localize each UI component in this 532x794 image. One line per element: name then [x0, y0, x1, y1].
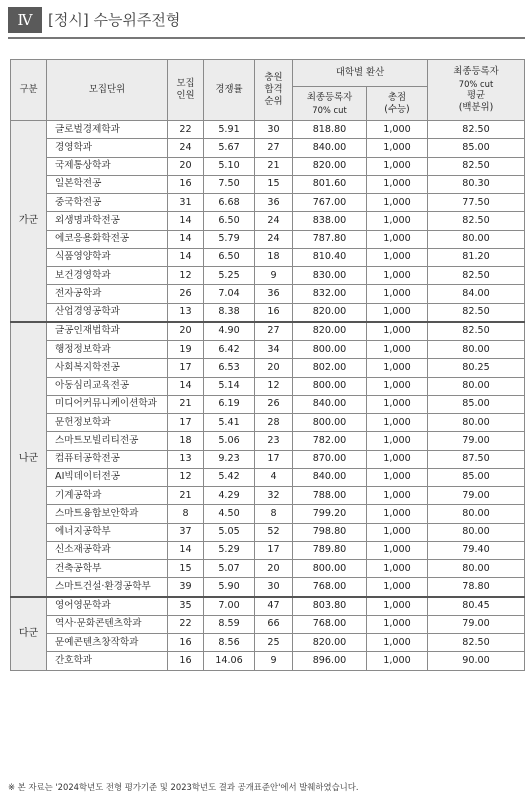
table-row — [11, 322, 525, 341]
col-univ-group: 대학별 환산 — [293, 60, 428, 87]
cell-unit: 글로벌경제학과 — [47, 121, 168, 139]
cell-ratio: 8.59 — [204, 615, 255, 633]
cell-rank: 4 — [255, 468, 293, 486]
cell-rank: 36 — [255, 285, 293, 303]
cell-pct: 79.00 — [428, 615, 525, 633]
cell-total: 1,000 — [367, 303, 428, 322]
cell-ratio: 5.67 — [204, 139, 255, 157]
cell-unit: 스마트모빌리티전공 — [47, 432, 168, 450]
cell-quota: 35 — [168, 597, 204, 616]
cell-pct: 82.50 — [428, 157, 525, 175]
cell-rank: 12 — [255, 377, 293, 395]
cell-total: 1,000 — [367, 139, 428, 157]
table-row — [11, 505, 525, 523]
col-final-cut-line2: 70% cut — [312, 104, 347, 115]
table-body — [11, 121, 525, 671]
cell-unit: 중국학전공 — [47, 194, 168, 212]
cell-cut: 799.20 — [293, 505, 367, 523]
cell-unit: 산업경영공학과 — [47, 303, 168, 322]
table-row — [11, 341, 525, 359]
cell-total: 1,000 — [367, 395, 428, 413]
cell-pct: 90.00 — [428, 652, 525, 670]
cell-unit: 스마트융합보안학과 — [47, 505, 168, 523]
cell-total: 1,000 — [367, 578, 428, 597]
cell-ratio: 5.25 — [204, 267, 255, 285]
cell-pct: 79.00 — [428, 432, 525, 450]
cell-rank: 24 — [255, 230, 293, 248]
cell-rank: 18 — [255, 248, 293, 266]
cell-unit: 일본학전공 — [47, 175, 168, 193]
cell-cut: 800.00 — [293, 377, 367, 395]
table-row — [11, 175, 525, 193]
section-number: Ⅳ — [8, 7, 42, 33]
cell-unit: 아동심리교육전공 — [47, 377, 168, 395]
cell-total: 1,000 — [367, 505, 428, 523]
cell-cut: 801.60 — [293, 175, 367, 193]
cell-total: 1,000 — [367, 377, 428, 395]
table-row — [11, 634, 525, 652]
table-row — [11, 450, 525, 468]
cell-total: 1,000 — [367, 652, 428, 670]
cell-pct: 80.00 — [428, 230, 525, 248]
cell-pct: 85.00 — [428, 395, 525, 413]
cell-pct: 80.00 — [428, 341, 525, 359]
col-rank-line2: 합격 — [264, 84, 283, 95]
cell-quota: 13 — [168, 303, 204, 322]
cell-rank: 66 — [255, 615, 293, 633]
cell-ratio: 4.29 — [204, 487, 255, 505]
col-percentile — [428, 60, 525, 121]
cell-quota: 12 — [168, 267, 204, 285]
cell-rank: 32 — [255, 487, 293, 505]
cell-total: 1,000 — [367, 212, 428, 230]
table-row — [11, 285, 525, 303]
col-rank — [255, 60, 293, 121]
col-quota — [168, 60, 204, 121]
cell-quota: 22 — [168, 615, 204, 633]
cell-unit: 식품영양학과 — [47, 248, 168, 266]
cell-unit: 문예콘텐츠창작학과 — [47, 634, 168, 652]
table-row — [11, 230, 525, 248]
cell-ratio: 5.91 — [204, 121, 255, 139]
cell-rank: 16 — [255, 303, 293, 322]
group-label: 다군 — [11, 597, 47, 671]
table-row — [11, 194, 525, 212]
cell-ratio: 5.41 — [204, 414, 255, 432]
cell-cut: 840.00 — [293, 395, 367, 413]
col-quota-line2: 인원 — [176, 90, 195, 101]
col-rank-line1: 충원 — [264, 72, 283, 83]
cell-total: 1,000 — [367, 414, 428, 432]
cell-cut: 838.00 — [293, 212, 367, 230]
cell-pct: 80.25 — [428, 359, 525, 377]
cell-cut: 870.00 — [293, 450, 367, 468]
cell-rank: 9 — [255, 267, 293, 285]
table-row — [11, 560, 525, 578]
cell-total: 1,000 — [367, 230, 428, 248]
table-row — [11, 652, 525, 670]
cell-quota: 22 — [168, 121, 204, 139]
cell-cut: 767.00 — [293, 194, 367, 212]
cell-rank: 20 — [255, 560, 293, 578]
cell-quota: 37 — [168, 523, 204, 541]
cell-cut: 820.00 — [293, 157, 367, 175]
table-row — [11, 157, 525, 175]
col-total — [367, 87, 428, 121]
cell-pct: 80.00 — [428, 377, 525, 395]
cell-pct: 81.20 — [428, 248, 525, 266]
cell-unit: 역사·문화콘텐츠학과 — [47, 615, 168, 633]
cell-rank: 47 — [255, 597, 293, 616]
cell-rank: 17 — [255, 450, 293, 468]
cell-pct: 87.50 — [428, 450, 525, 468]
cell-pct: 80.00 — [428, 414, 525, 432]
col-pct-line4: (백분위) — [458, 102, 494, 113]
section-title: [정시] 수능위주전형 — [48, 11, 181, 29]
cell-cut: 782.00 — [293, 432, 367, 450]
col-rank-line3: 순위 — [264, 96, 283, 107]
col-ratio: 경쟁률 — [204, 60, 255, 121]
cell-unit: 스마트건설·환경공학부 — [47, 578, 168, 597]
cell-cut: 768.00 — [293, 615, 367, 633]
cell-quota: 14 — [168, 230, 204, 248]
cell-ratio: 6.42 — [204, 341, 255, 359]
cell-unit: 국제통상학과 — [47, 157, 168, 175]
cell-rank: 28 — [255, 414, 293, 432]
cell-cut: 832.00 — [293, 285, 367, 303]
cell-ratio: 6.68 — [204, 194, 255, 212]
cell-unit: 미디어커뮤니케이션학과 — [47, 395, 168, 413]
table-row — [11, 487, 525, 505]
cell-cut: 830.00 — [293, 267, 367, 285]
cell-pct: 85.00 — [428, 468, 525, 486]
cell-quota: 14 — [168, 248, 204, 266]
col-pct-line1: 최종등록자 — [453, 66, 499, 77]
section-header — [8, 7, 525, 33]
cell-unit: 에너지공학부 — [47, 523, 168, 541]
cell-total: 1,000 — [367, 359, 428, 377]
cell-rank: 30 — [255, 578, 293, 597]
cell-cut: 820.00 — [293, 303, 367, 322]
cell-quota: 16 — [168, 175, 204, 193]
table-row — [11, 414, 525, 432]
cell-cut: 800.00 — [293, 341, 367, 359]
cell-unit: 전자공학과 — [47, 285, 168, 303]
cell-cut: 798.80 — [293, 523, 367, 541]
cell-ratio: 5.42 — [204, 468, 255, 486]
cell-quota: 39 — [168, 578, 204, 597]
cell-quota: 14 — [168, 212, 204, 230]
cell-unit: 행정정보학과 — [47, 341, 168, 359]
cell-pct: 82.50 — [428, 322, 525, 341]
cell-pct: 80.00 — [428, 560, 525, 578]
cell-unit: 문헌정보학과 — [47, 414, 168, 432]
cell-cut: 820.00 — [293, 322, 367, 341]
cell-rank: 9 — [255, 652, 293, 670]
cell-unit: 신소재공학과 — [47, 541, 168, 559]
table-row — [11, 303, 525, 322]
col-total-line1: 총점 — [387, 91, 407, 103]
cell-ratio: 7.50 — [204, 175, 255, 193]
cell-cut: 810.40 — [293, 248, 367, 266]
col-category: 구분 — [11, 60, 47, 121]
cell-quota: 21 — [168, 395, 204, 413]
footnote: ※ 본 자료는 '2024학년도 전형 평가기준 및 2023학년도 결과 공개표준안'에서 발췌하였습니다. — [8, 782, 359, 792]
cell-unit: 컴퓨터공학전공 — [47, 450, 168, 468]
cell-ratio: 5.14 — [204, 377, 255, 395]
cell-unit: 간호학과 — [47, 652, 168, 670]
cell-total: 1,000 — [367, 541, 428, 559]
cell-ratio: 9.23 — [204, 450, 255, 468]
cell-ratio: 8.38 — [204, 303, 255, 322]
table-row — [11, 615, 525, 633]
cell-ratio: 4.90 — [204, 322, 255, 341]
cell-rank: 17 — [255, 541, 293, 559]
cell-rank: 24 — [255, 212, 293, 230]
cell-pct: 77.50 — [428, 194, 525, 212]
cell-unit: 영어영문학과 — [47, 597, 168, 616]
table-row — [11, 523, 525, 541]
cell-rank: 26 — [255, 395, 293, 413]
group-label: 가군 — [11, 121, 47, 322]
cell-cut: 803.80 — [293, 597, 367, 616]
cell-total: 1,000 — [367, 121, 428, 139]
cell-cut: 768.00 — [293, 578, 367, 597]
cell-total: 1,000 — [367, 468, 428, 486]
cell-pct: 82.50 — [428, 267, 525, 285]
cell-ratio: 6.50 — [204, 212, 255, 230]
cell-rank: 27 — [255, 139, 293, 157]
cell-quota: 8 — [168, 505, 204, 523]
cell-total: 1,000 — [367, 450, 428, 468]
cell-quota: 17 — [168, 359, 204, 377]
cell-cut: 800.00 — [293, 414, 367, 432]
cell-quota: 20 — [168, 157, 204, 175]
cell-rank: 34 — [255, 341, 293, 359]
cell-rank: 25 — [255, 634, 293, 652]
cell-ratio: 5.05 — [204, 523, 255, 541]
cell-total: 1,000 — [367, 248, 428, 266]
cell-rank: 15 — [255, 175, 293, 193]
cell-pct: 80.45 — [428, 597, 525, 616]
table-row — [11, 597, 525, 616]
cell-unit: 경영학과 — [47, 139, 168, 157]
cell-pct: 82.50 — [428, 634, 525, 652]
header-divider — [8, 37, 525, 39]
cell-ratio: 8.56 — [204, 634, 255, 652]
cell-ratio: 6.53 — [204, 359, 255, 377]
cell-quota: 19 — [168, 341, 204, 359]
table-row — [11, 377, 525, 395]
cell-total: 1,000 — [367, 341, 428, 359]
col-total-line2: (수능) — [384, 103, 410, 115]
cell-ratio: 4.50 — [204, 505, 255, 523]
cell-ratio: 6.19 — [204, 395, 255, 413]
table-row — [11, 267, 525, 285]
cell-quota: 17 — [168, 414, 204, 432]
cell-unit: 에코응용화학전공 — [47, 230, 168, 248]
cell-ratio: 14.06 — [204, 652, 255, 670]
cell-pct: 82.50 — [428, 303, 525, 322]
cell-unit: 기계공학과 — [47, 487, 168, 505]
cell-ratio: 6.50 — [204, 248, 255, 266]
cell-rank: 52 — [255, 523, 293, 541]
cell-pct: 85.00 — [428, 139, 525, 157]
table-row — [11, 468, 525, 486]
cell-ratio: 5.06 — [204, 432, 255, 450]
table-row — [11, 578, 525, 597]
cell-quota: 18 — [168, 432, 204, 450]
cell-quota: 26 — [168, 285, 204, 303]
cell-ratio: 5.79 — [204, 230, 255, 248]
cell-quota: 31 — [168, 194, 204, 212]
cell-quota: 16 — [168, 634, 204, 652]
cell-rank: 20 — [255, 359, 293, 377]
cell-unit: AI빅데이터전공 — [47, 468, 168, 486]
table-row — [11, 359, 525, 377]
col-pct-line2: 70% cut — [458, 79, 494, 89]
cell-quota: 15 — [168, 560, 204, 578]
table-row — [11, 541, 525, 559]
cell-quota: 20 — [168, 322, 204, 341]
cell-cut: 787.80 — [293, 230, 367, 248]
cell-ratio: 7.04 — [204, 285, 255, 303]
cell-quota: 21 — [168, 487, 204, 505]
cell-total: 1,000 — [367, 597, 428, 616]
cell-total: 1,000 — [367, 285, 428, 303]
cell-pct: 78.80 — [428, 578, 525, 597]
cell-cut: 802.00 — [293, 359, 367, 377]
table-row — [11, 395, 525, 413]
group-label: 나군 — [11, 322, 47, 597]
cell-quota: 14 — [168, 377, 204, 395]
cell-ratio: 5.07 — [204, 560, 255, 578]
cell-cut: 800.00 — [293, 560, 367, 578]
cell-total: 1,000 — [367, 267, 428, 285]
col-pct-line3: 평균 — [466, 90, 486, 101]
results-table — [10, 59, 525, 671]
cell-pct: 82.50 — [428, 212, 525, 230]
cell-total: 1,000 — [367, 322, 428, 341]
table-row — [11, 212, 525, 230]
cell-unit: 보건경영학과 — [47, 267, 168, 285]
cell-pct: 82.50 — [428, 121, 525, 139]
cell-rank: 8 — [255, 505, 293, 523]
cell-pct: 80.30 — [428, 175, 525, 193]
cell-total: 1,000 — [367, 432, 428, 450]
cell-pct: 80.00 — [428, 523, 525, 541]
cell-ratio: 7.00 — [204, 597, 255, 616]
cell-cut: 820.00 — [293, 634, 367, 652]
cell-quota: 12 — [168, 468, 204, 486]
cell-pct: 79.40 — [428, 541, 525, 559]
cell-quota: 16 — [168, 652, 204, 670]
table-row — [11, 432, 525, 450]
cell-quota: 14 — [168, 541, 204, 559]
cell-pct: 80.00 — [428, 505, 525, 523]
cell-cut: 896.00 — [293, 652, 367, 670]
cell-rank: 27 — [255, 322, 293, 341]
col-final-cut-line1: 최종등록자 — [306, 91, 353, 103]
cell-total: 1,000 — [367, 157, 428, 175]
cell-rank: 23 — [255, 432, 293, 450]
cell-cut: 788.00 — [293, 487, 367, 505]
cell-ratio: 5.29 — [204, 541, 255, 559]
cell-unit: 사회복지학전공 — [47, 359, 168, 377]
cell-ratio: 5.90 — [204, 578, 255, 597]
cell-quota: 24 — [168, 139, 204, 157]
cell-unit: 글공인재법학과 — [47, 322, 168, 341]
cell-pct: 79.00 — [428, 487, 525, 505]
cell-cut: 840.00 — [293, 139, 367, 157]
table-row — [11, 121, 525, 139]
cell-total: 1,000 — [367, 560, 428, 578]
col-final-cut — [293, 87, 367, 121]
cell-total: 1,000 — [367, 175, 428, 193]
cell-total: 1,000 — [367, 523, 428, 541]
cell-rank: 21 — [255, 157, 293, 175]
cell-pct: 84.00 — [428, 285, 525, 303]
table-row — [11, 139, 525, 157]
cell-rank: 30 — [255, 121, 293, 139]
cell-total: 1,000 — [367, 634, 428, 652]
cell-total: 1,000 — [367, 487, 428, 505]
cell-quota: 13 — [168, 450, 204, 468]
table-row — [11, 248, 525, 266]
col-unit: 모집단위 — [47, 60, 168, 121]
cell-cut: 789.80 — [293, 541, 367, 559]
cell-cut: 840.00 — [293, 468, 367, 486]
cell-cut: 818.80 — [293, 121, 367, 139]
cell-unit: 외생명과학전공 — [47, 212, 168, 230]
cell-unit: 건축공학부 — [47, 560, 168, 578]
cell-total: 1,000 — [367, 615, 428, 633]
cell-total: 1,000 — [367, 194, 428, 212]
cell-rank: 36 — [255, 194, 293, 212]
cell-ratio: 5.10 — [204, 157, 255, 175]
col-quota-line1: 모집 — [176, 78, 195, 89]
